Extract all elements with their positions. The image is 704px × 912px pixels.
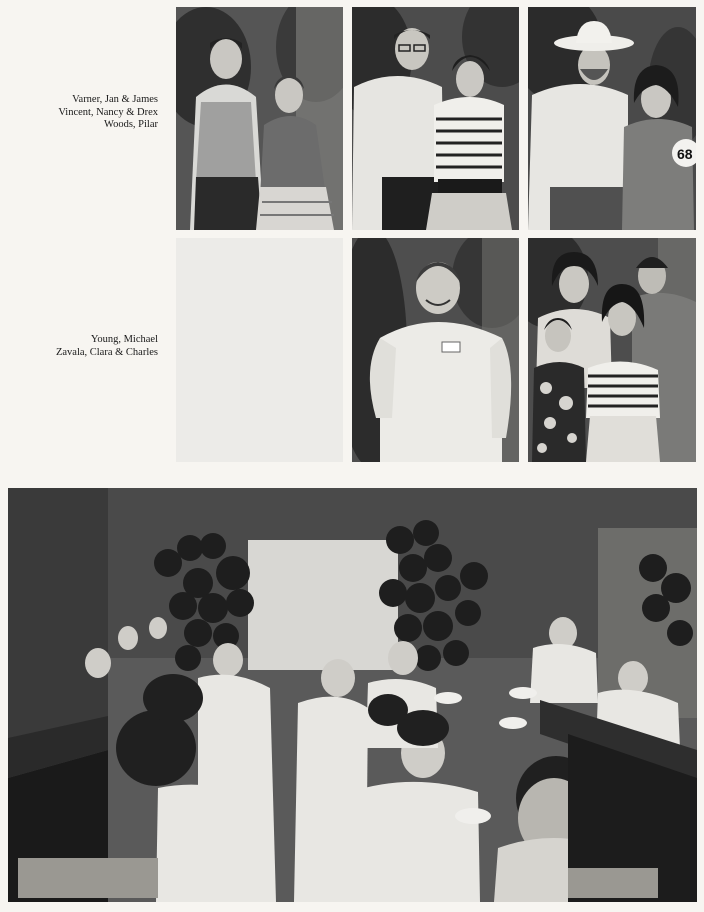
- portrait-photo-zavala: [528, 238, 696, 462]
- caption-young: Young, Michael: [90, 334, 158, 345]
- portrait-photo-vincent: [352, 7, 519, 230]
- caption-group-top: [58, 94, 158, 132]
- caption-group-bottom: [56, 334, 158, 359]
- empty-photo-slot: [176, 238, 343, 462]
- banquet-photo: [8, 488, 697, 902]
- caption-woods: Woods, Pilar: [104, 119, 158, 130]
- portrait-photo-woods: [528, 7, 696, 230]
- portrait-photo-young: [352, 238, 519, 462]
- caption-zavala: Zavala, Clara & Charles: [55, 346, 158, 358]
- badge-number: 68: [677, 146, 693, 162]
- portrait-photo-varner: [176, 7, 343, 230]
- caption-vincent: Vincent, Nancy & Drex: [58, 106, 158, 118]
- caption-varner: Varner, Jan & James: [72, 94, 158, 105]
